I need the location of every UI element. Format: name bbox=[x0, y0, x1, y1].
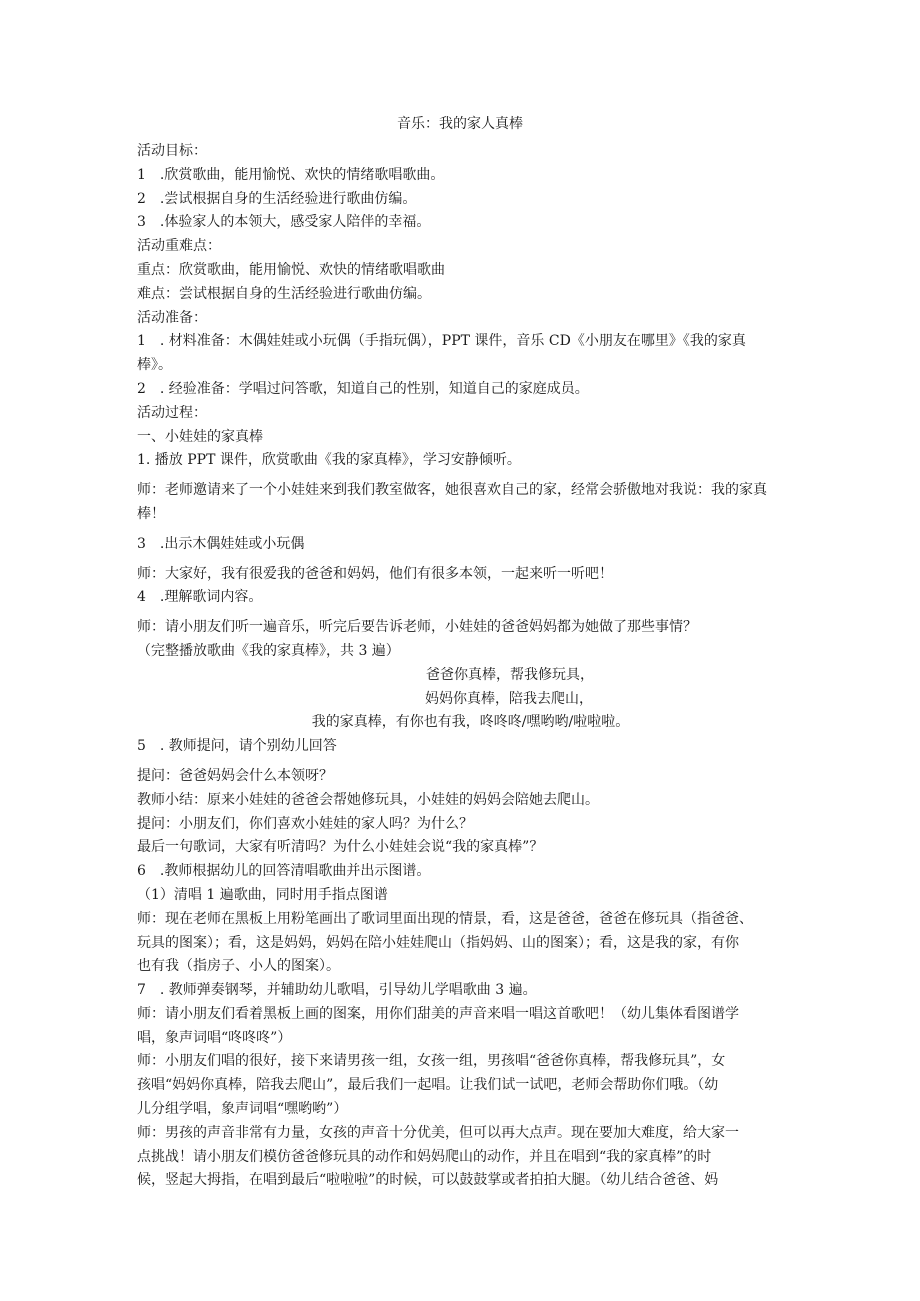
page-title: 音乐：我的家人真棒 bbox=[397, 116, 523, 132]
process-step-6: 6 .教师根据幼儿的回答清唱歌曲并出示图谱。 bbox=[137, 863, 431, 880]
paragraph-line: 唱，象声词唱“咚咚咚”） bbox=[137, 1029, 292, 1046]
document-body bbox=[137, 140, 787, 1193]
goal-item-3: 3 .体验家人的本领大，感受家人陪伴的幸福。 bbox=[137, 214, 431, 231]
goal-item-2: 2 .尝试根据自身的生活经验进行歌曲仿编。 bbox=[137, 190, 417, 207]
paragraph-line: 玩具的图案）；看，这是妈妈，妈妈在陪小娃娃爬山（指妈妈、山的图案）；看，这是我的家，有你 bbox=[137, 934, 739, 951]
paragraph-line: 师：男孩的声音非常有力量，女孩的声音十分优美，但可以再大点声。现在要加大难度，给大家一 bbox=[137, 1124, 739, 1141]
process-step-5: 5 . 教师提问，请个别幼儿回答 bbox=[137, 738, 337, 755]
paragraph-line: 提问：爸爸妈妈会什么本领呀？ bbox=[137, 767, 333, 784]
paragraph-line: 提问：小朋友们，你们喜欢小娃娃的家人吗？为什么？ bbox=[137, 815, 473, 832]
prep-item-1: 1 . 材料准备：木偶娃娃或小玩偶（手指玩偶），PPT 课件，音乐 CD《小朋友在哪里》《我的家真 bbox=[137, 333, 746, 350]
process-step-3: 3 .出示木偶娃娃或小玩偶 bbox=[137, 535, 305, 552]
paragraph-line: 也有我（指房子、小人的图案）。 bbox=[137, 958, 340, 975]
paragraph-line: 师：请小朋友们听一遍音乐，听完后要告诉老师，小娃娃的爸爸妈妈都为她做了那些事情？ bbox=[137, 619, 697, 636]
process-step-1: 1. 播放 PPT 课件，欣赏歌曲《我的家真棒》，学习安静倾听。 bbox=[137, 452, 521, 469]
paragraph-line: 最后一句歌词，大家有听清吗？为什么小娃娃会说“我的家真棒”？ bbox=[137, 839, 544, 856]
paragraph-line: 儿分组学唱，象声词唱“嘿哟哟”） bbox=[137, 1101, 348, 1118]
paragraph-line: 师：老师邀请来了一个小娃娃来到我们教室做客，她很喜欢自己的家，经常会骄傲地对我说：我的家真 bbox=[137, 482, 767, 499]
process-step-7: 7 . 教师弹奏钢琴，并辅助幼儿歌唱，引导幼儿学唱歌曲 3 遍。 bbox=[137, 982, 537, 999]
paragraph-line: 孩唱“妈妈你真棒，陪我去爬山”，最后我们一起唱。让我们试一试吧，老师会帮助你们哦。（幼 bbox=[137, 1077, 719, 1094]
process-part-1-heading: 一、小娃娃的家真棒 bbox=[137, 428, 263, 445]
section-heading-process: 活动过程： bbox=[137, 404, 207, 421]
prep-item-2: 2 . 经验准备：学唱过问答歌，知道自己的性别，知道自己的家庭成员。 bbox=[137, 380, 589, 397]
paragraph-line: 师：大家好，我有很爱我的爸爸和妈妈，他们有很多本领，一起来听一听吧！ bbox=[137, 565, 613, 582]
paragraph-line: （完整播放歌曲《我的家真棒》，共 3 遍） bbox=[137, 642, 400, 659]
paragraph-line: 教师小结：原来小娃娃的爸爸会帮她修玩具，小娃娃的妈妈会陪她去爬山。 bbox=[137, 791, 599, 808]
paragraph-line: 师：现在老师在黑板上用粉笔画出了歌词里面出现的情景，看，这是爸爸，爸爸在修玩具（指爸爸、 bbox=[137, 910, 753, 927]
key-point: 重点：欣赏歌曲，能用愉悦、欢快的情绪歌唱歌曲 bbox=[137, 261, 445, 278]
lyric-line-1: 爸爸你真棒，帮我修玩具， bbox=[426, 666, 594, 683]
difficult-point: 难点：尝试根据自身的生活经验进行歌曲仿编。 bbox=[137, 285, 431, 302]
paragraph-line: 师：请小朋友们看着黑板上画的图案，用你们甜美的声音来唱一唱这首歌吧！（幼儿集体看图谱学 bbox=[137, 1005, 739, 1022]
paragraph-line: 师：小朋友们唱的很好，接下来请男孩一组，女孩一组，男孩唱“爸爸你真棒，帮我修玩具”，女 bbox=[137, 1053, 726, 1070]
section-heading-preparation: 活动准备： bbox=[137, 309, 207, 326]
section-heading-goals: 活动目标： bbox=[137, 143, 207, 159]
lyric-line-2: 妈妈你真棒，陪我去爬山， bbox=[425, 690, 593, 707]
lyric-line-3: 我的家真棒，有你也有我，咚咚咚/嘿哟哟/啦啦啦。 bbox=[311, 714, 630, 731]
paragraph-line: 点挑战！请小朋友们模仿爸爸修玩具的动作和妈妈爬山的动作，并且在唱到“我的家真棒”的时 bbox=[137, 1148, 712, 1165]
paragraph-line: 棒！ bbox=[137, 505, 165, 522]
paragraph-line: 候，竖起大拇指，在唱到最后“啦啦啦”的时候，可以鼓鼓掌或者拍拍大腿。（幼儿结合爸爸、妈 bbox=[137, 1172, 719, 1189]
process-step-4: 4 .理解歌词内容。 bbox=[137, 589, 263, 606]
section-heading-key-points: 活动重难点： bbox=[137, 238, 221, 255]
paragraph-line: （1）清唱 1 遍歌曲，同时用手指点图谱 bbox=[137, 886, 388, 903]
prep-item-1-cont: 棒》。 bbox=[137, 357, 172, 374]
goal-item-1: 1 .欣赏歌曲，能用愉悦、欢快的情绪歌唱歌曲。 bbox=[137, 166, 445, 183]
